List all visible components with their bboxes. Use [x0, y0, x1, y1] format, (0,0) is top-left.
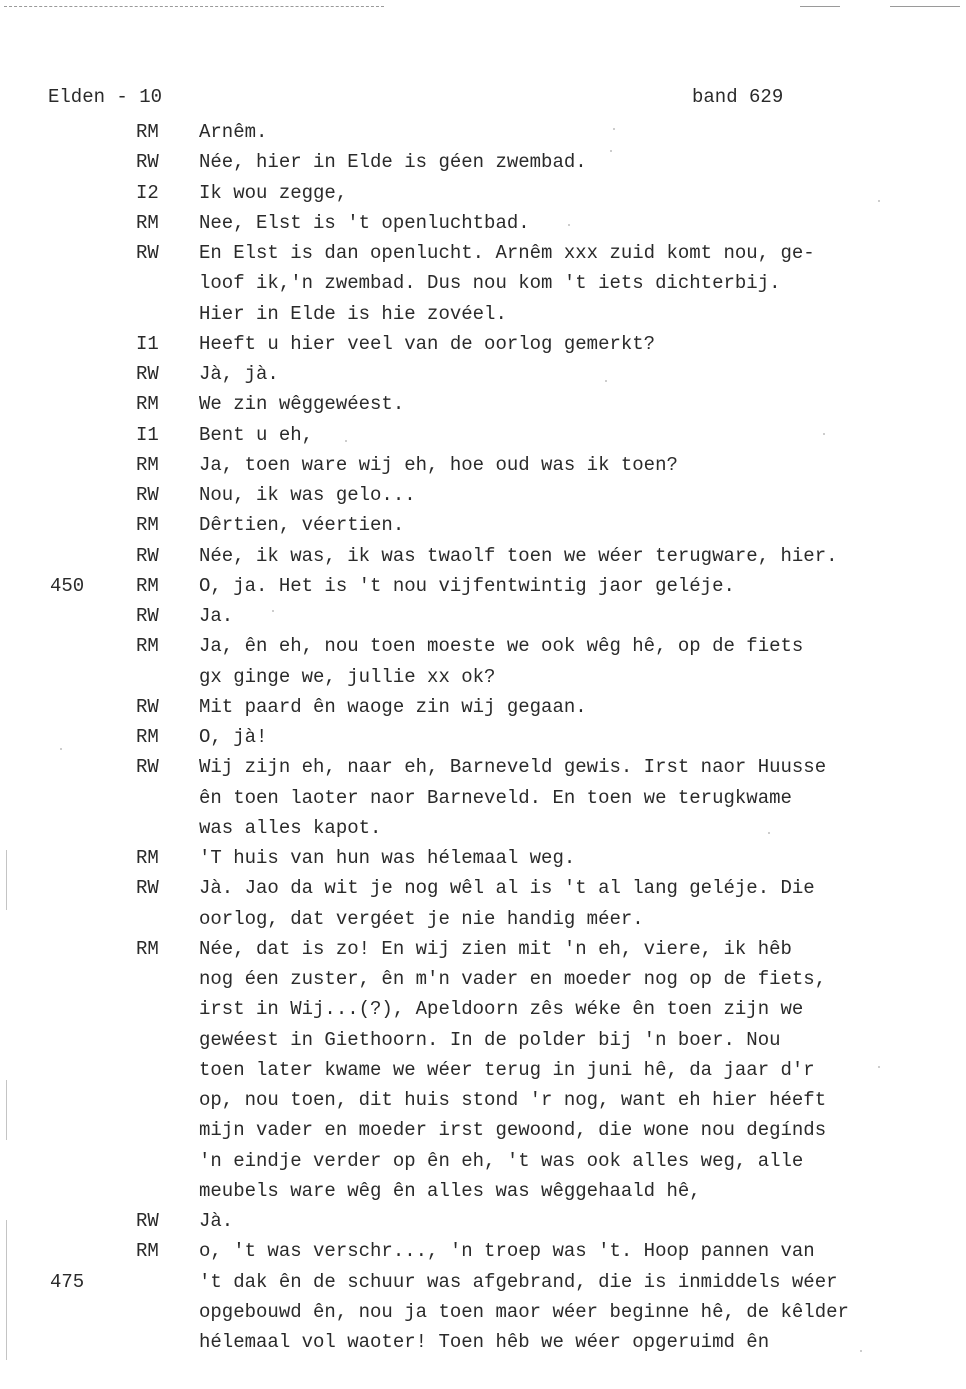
utterance-text: We zin wêggewéest.: [199, 393, 405, 416]
utterance-text: irst in Wij...(?), Apeldoorn zês wéke ên toen zijn we: [199, 998, 804, 1021]
scan-edge-line: [800, 6, 840, 7]
transcript-line: [0, 329, 966, 359]
utterance-text: op, nou toen, dit huis stond 'r nog, want eh hier héeft: [199, 1089, 827, 1111]
utterance-text: Ik wou zegge,: [199, 181, 348, 204]
utterance-text: Ja.: [199, 605, 234, 627]
utterance-text: Nou, ik was gelo...: [199, 484, 416, 506]
transcript-line: [0, 1025, 966, 1055]
transcript-line: [0, 1267, 966, 1297]
line-number: 475: [50, 1270, 85, 1293]
speaker-code: RW: [136, 756, 159, 779]
speaker-code: RW: [136, 363, 159, 385]
utterance-text: Bent u eh,: [199, 423, 314, 446]
utterance-text: toen later kwame we wéer terug in juni hê, da jaar d'r: [199, 1058, 815, 1081]
transcript-line: [0, 631, 966, 661]
speaker-code: RW: [136, 877, 159, 900]
transcript-line: [0, 843, 966, 873]
utterance-text: o, 't was verschr..., 'n troep was 't. Hoop pannen van: [199, 1240, 815, 1263]
utterance-text: loof ik,'n zwembad. Dus nou kom 't iets dichterbij.: [199, 272, 781, 295]
utterance-text: Jà.: [199, 1210, 234, 1232]
utterance-text: O, ja. Het is 't nou vijfentwintig jaor geléje.: [199, 574, 735, 597]
transcript-line: [0, 692, 966, 722]
transcript-line: [0, 994, 966, 1024]
speaker-code: RM: [136, 635, 159, 658]
transcript-body: [0, 117, 966, 1357]
utterance-text: Dêrtien, véertien.: [199, 514, 405, 537]
utterance-text: Ja, ên eh, nou toen moeste we ook wêg hê, op de fiets: [199, 635, 804, 658]
scan-edge-line: [4, 6, 384, 7]
speaker-code: RM: [136, 937, 159, 960]
scan-edge-line: [890, 6, 960, 7]
speaker-code: RW: [136, 484, 159, 506]
transcript-line: [0, 510, 966, 540]
transcript-line: [0, 964, 966, 994]
transcript-line: [0, 722, 966, 752]
transcript-line: [0, 873, 966, 903]
transcript-line: [0, 1297, 966, 1327]
speaker-code: RM: [136, 211, 159, 234]
transcript-line: [0, 1085, 966, 1115]
line-number: 450: [50, 574, 85, 597]
speaker-code: RW: [136, 151, 159, 174]
utterance-text: mijn vader en moeder irst gewoond, die wone nou degínds: [199, 1119, 827, 1142]
utterance-text: 't dak ên de schuur was afgebrand, die is inmiddels wéer: [199, 1270, 838, 1293]
transcript-line: [0, 1176, 966, 1206]
utterance-text: Jà. Jao da wit je nog wêl al is 't al lang geléje. Die: [199, 877, 815, 900]
transcript-line: [0, 752, 966, 782]
transcript-line: [0, 359, 966, 389]
transcript-line: [0, 904, 966, 934]
utterance-text: gewéest in Giethoorn. In de polder bij 'n boer. Nou: [199, 1028, 781, 1051]
transcript-line: [0, 571, 966, 601]
transcript-line: [0, 1055, 966, 1085]
speaker-code: RW: [136, 242, 159, 264]
transcript-line: [0, 1327, 966, 1357]
utterance-text: nog éen zuster, ên m'n vader en moeder nog op de fiets,: [199, 968, 827, 990]
utterance-text: En Elst is dan openlucht. Arnêm xxx zuid komt nou, ge-: [199, 242, 815, 264]
speaker-code: RM: [136, 1240, 159, 1263]
utterance-text: 'T huis van hun was hélemaal weg.: [199, 847, 576, 869]
speaker-code: RW: [136, 544, 159, 567]
transcript-line: [0, 268, 966, 298]
speaker-code: RM: [136, 574, 159, 597]
transcript-line: [0, 208, 966, 238]
utterance-text: opgebouwd ên, nou ja toen maor wéer beginne hê, de kêlder: [199, 1300, 849, 1323]
utterance-text: Jà, jà.: [199, 363, 279, 385]
transcript-line: [0, 238, 966, 268]
speaker-code: RM: [136, 726, 159, 748]
utterance-text: hélemaal vol waoter! Toen hêb we wéer opgeruimd ên: [199, 1331, 770, 1353]
speaker-code: I1: [136, 423, 159, 446]
speaker-code: RM: [136, 453, 159, 476]
speaker-code: RW: [136, 1210, 159, 1232]
speaker-code: RW: [136, 605, 159, 627]
utterance-text: gx ginge we, jullie xx ok?: [199, 665, 496, 688]
utterance-text: Arnêm.: [199, 121, 268, 143]
utterance-text: Née, dat is zo! En wij zien mit 'n eh, viere, ik hêb: [199, 937, 792, 960]
utterance-text: Mit paard ên waoge zin wij gegaan.: [199, 695, 587, 718]
utterance-text: Ja, toen ware wij eh, hoe oud was ik toen?: [199, 453, 678, 476]
transcript-line: [0, 783, 966, 813]
transcript-line: [0, 299, 966, 329]
transcript-line: [0, 662, 966, 692]
utterance-text: Née, ik was, ik was twaolf toen we wéer terugware, hier.: [199, 544, 838, 567]
utterance-text: was alles kapot.: [199, 816, 382, 839]
utterance-text: 'n eindje verder op ên eh, 't was ook alles weg, alle: [199, 1149, 804, 1172]
speaker-code: RM: [136, 847, 159, 869]
speaker-code: RM: [136, 393, 159, 416]
transcript-line: [0, 1236, 966, 1266]
transcript-line: [0, 1115, 966, 1145]
transcript-line: [0, 178, 966, 208]
utterance-text: oorlog, dat vergéet je nie handig méer.: [199, 907, 644, 930]
speaker-code: I1: [136, 332, 159, 355]
utterance-text: ên toen laoter naor Barneveld. En toen we terugkwame: [199, 786, 792, 809]
speaker-code: RM: [136, 514, 159, 537]
transcript-line: [0, 117, 966, 147]
transcript-line: [0, 420, 966, 450]
speaker-code: RW: [136, 695, 159, 718]
document-title: Elden - 10: [48, 86, 163, 108]
transcript-line: [0, 541, 966, 571]
transcript-line: [0, 813, 966, 843]
transcript-line: [0, 147, 966, 177]
transcript-line: [0, 1206, 966, 1236]
utterance-text: Née, hier in Elde is géen zwembad.: [199, 151, 587, 174]
transcript-line: [0, 450, 966, 480]
speaker-code: RM: [136, 121, 159, 143]
transcript-line: [0, 934, 966, 964]
transcript-line: [0, 389, 966, 419]
utterance-text: Wij zijn eh, naar eh, Barneveld gewis. Irst naor Huusse: [199, 756, 827, 779]
tape-number: band 629: [692, 86, 784, 108]
utterance-text: Nee, Elst is 't openluchtbad.: [199, 211, 530, 234]
transcript-line: [0, 1146, 966, 1176]
transcript-line: [0, 480, 966, 510]
speaker-code: I2: [136, 181, 159, 204]
transcript-line: [0, 601, 966, 631]
utterance-text: Heeft u hier veel van de oorlog gemerkt?: [199, 332, 656, 355]
utterance-text: O, jà!: [199, 726, 268, 748]
utterance-text: meubels ware wêg ên alles was wêggehaald hê,: [199, 1179, 701, 1202]
utterance-text: Hier in Elde is hie zovéel.: [199, 302, 507, 325]
